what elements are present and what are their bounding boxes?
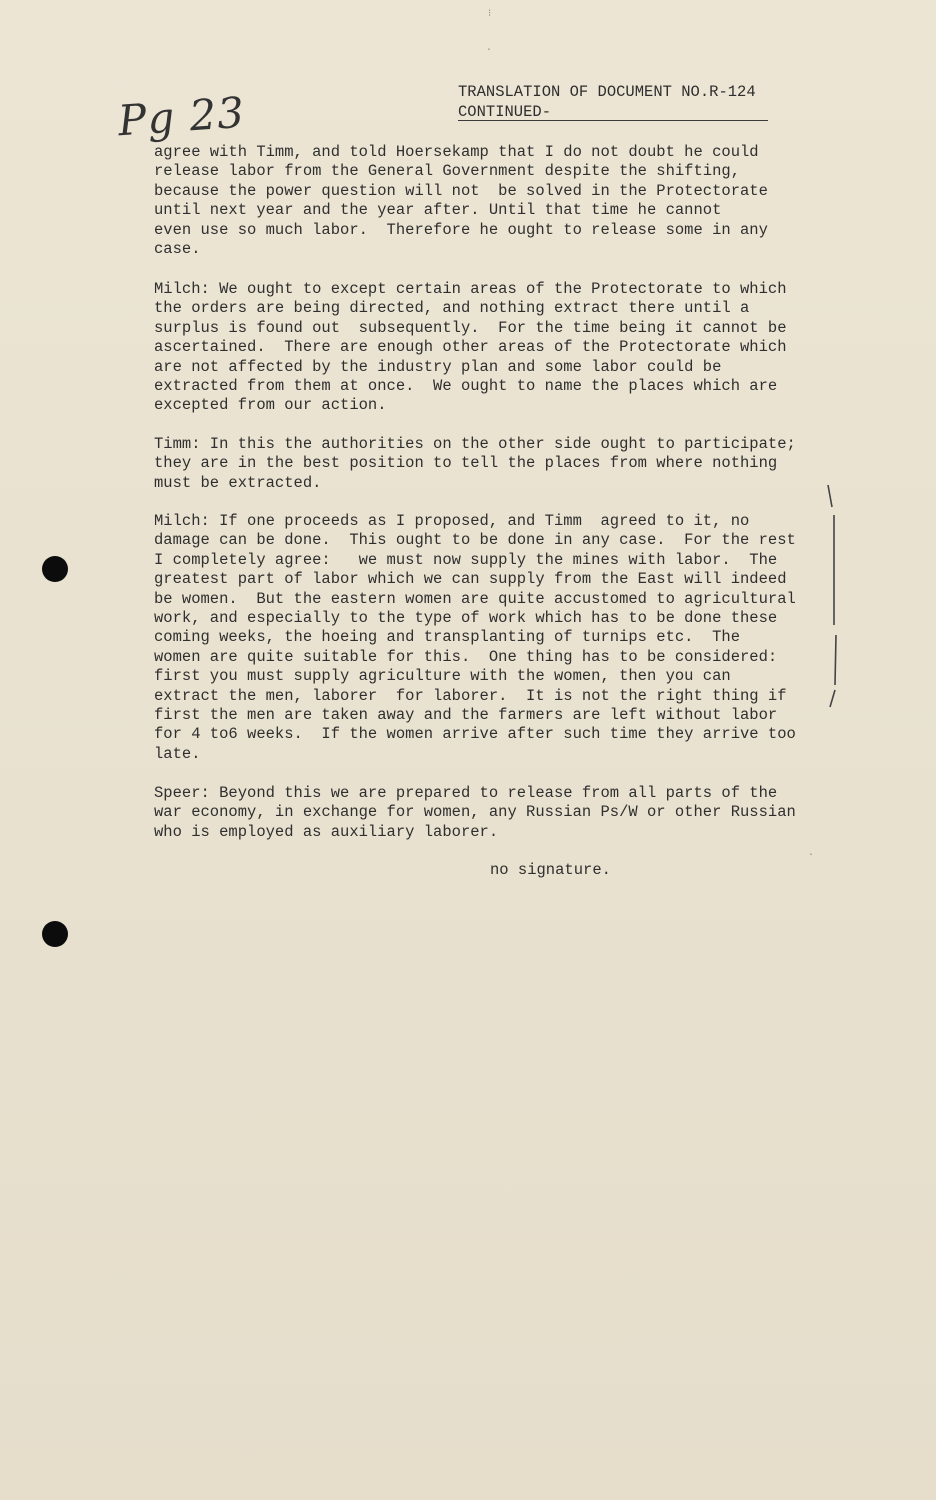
text-line: coming weeks, the hoeing and transplanting of turnips etc. The [154,628,740,647]
text-line: greatest part of labor which we can supply from the East will indeed [154,570,787,589]
margin-bracket-icon [820,485,844,710]
text-line: damage can be done. This ought to be done in any case. For the rest [154,531,796,550]
text-line: I completely agree: we must now supply the mines with labor. The [154,550,778,569]
signature-note: no signature. [490,861,611,879]
paper-mark: · [808,850,815,861]
text-line: Timm: In this the authorities on the other side ought to participate; [154,435,796,453]
header-underline [458,120,768,121]
paragraph-milch-1 [154,280,844,416]
paragraph-speer [154,784,844,842]
text-line: they are in the best position to tell the places from where nothing [154,454,778,473]
text-line: extract the men, laborer for laborer. It is not the right thing if [154,686,787,705]
text-line: extracted from them at once. We ought to name the places which are [154,377,778,396]
paper-mark: · [486,45,493,56]
text-line: war economy, in exchange for women, any Russian Ps/W or other Russian [154,803,796,822]
text-line: work, and especially to the type of work which has to be done these [154,609,778,628]
paragraph-intro [154,143,844,259]
paragraph-milch-2 [154,512,844,764]
text-line: the orders are being directed, and nothing extract there until a [154,299,750,318]
text-line: until next year and the year after. Until that time he cannot [154,201,722,220]
punch-hole-icon [42,556,68,582]
text-line: women are quite suitable for this. One thing has to be considered: [154,647,778,666]
text-line: excepted from our action. [154,396,387,415]
text-line: even use so much labor. Therefore he ought to release some in any [154,220,768,239]
text-line: first you must supply agriculture with the women, then you can [154,667,731,686]
text-line: who is employed as auxiliary laborer. [154,822,499,841]
text-line: for 4 to6 weeks. If the women arrive after such time they arrive too [154,725,796,744]
text-line: because the power question will not be solved in the Protectorate [154,181,768,200]
text-line: Speer: Beyond this we are prepared to release from all parts of the [154,784,778,802]
text-line: first the men are taken away and the farmers are left without labor [154,706,778,725]
document-title: TRANSLATION OF DOCUMENT NO.R-124 [458,83,756,101]
text-line: are not affected by the industry plan and some labor could be [154,357,722,376]
text-line: release labor from the General Government despite the shifting, [154,162,740,181]
text-line: case. [154,240,201,259]
text-line: be women. But the eastern women are quite accustomed to agricultural [154,589,796,608]
paper-mark: ⁝ [488,9,492,20]
paragraph-timm [154,435,844,493]
text-line: surplus is found out subsequently. For the time being it cannot be [154,318,787,337]
text-line: agree with Timm, and told Hoersekamp that I do not doubt he could [154,143,759,161]
handwritten-page-number: Pg 23 [116,87,247,146]
document-header [458,82,756,122]
text-line: must be extracted. [154,473,322,492]
text-line: late. [154,744,201,763]
punch-hole-icon [42,921,68,947]
text-line: Milch: We ought to except certain areas of the Protectorate to which [154,280,787,298]
text-line: ascertained. There are enough other areas of the Protectorate which [154,338,787,357]
continued-label: CONTINUED- [458,103,552,121]
text-line: Milch: If one proceeds as I proposed, and Timm agreed to it, no [154,512,750,530]
